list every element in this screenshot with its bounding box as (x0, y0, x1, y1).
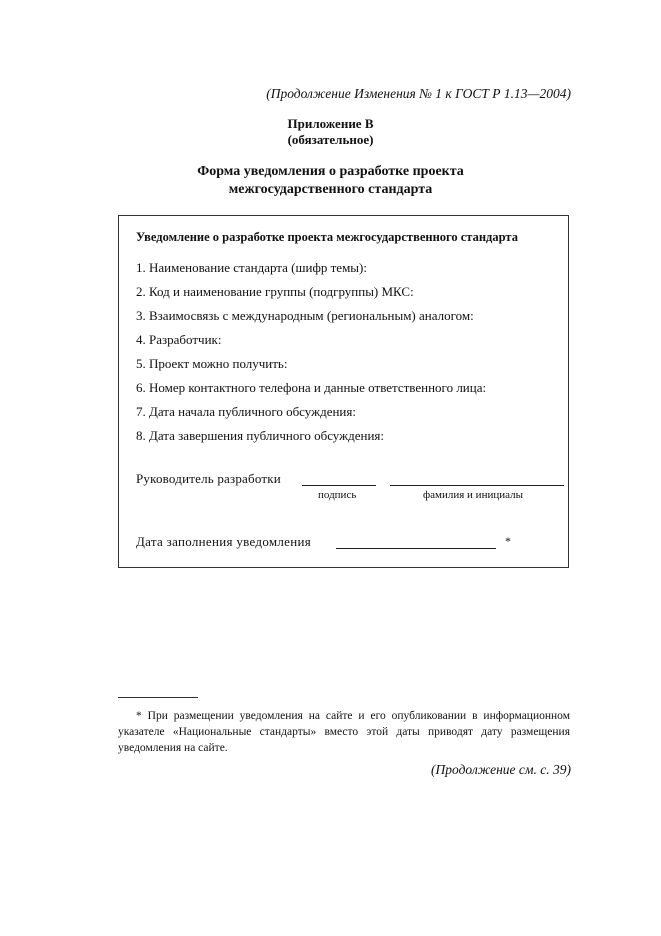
footnote-divider (118, 697, 198, 698)
continuation-footer: (Продолжение см. с. 39) (431, 762, 571, 777)
form-title-line-1: Форма уведомления о разработке проекта (197, 164, 464, 179)
name-caption: фамилия и инициалы (423, 489, 523, 501)
form-item-developer: 4. Разработчик: (136, 332, 222, 347)
form-item-international-analog: 3. Взаимосвязь с международным (региональным) аналогом: (136, 308, 474, 323)
footnote-body: * При размещении уведомления на сайте и его опубликовании в информационном указателе «Национальные стандарты» вместо этой даты приводят дату размещения уведомления на сайте. (118, 710, 570, 754)
signature-line (302, 485, 376, 486)
form-item-standard-name: 1. Наименование стандарта (шифр темы): (136, 260, 367, 275)
form-item-discussion-start: 7. Дата начала публичного обсуждения: (136, 404, 356, 419)
signature-caption: подпись (318, 489, 357, 501)
appendix-title: Приложение В (287, 116, 374, 131)
footnote-text (118, 708, 570, 756)
form-title-line-2: межгосударственного стандарта (228, 182, 433, 197)
notice-heading: Уведомление о разработке проекта межгосударственного стандарта (136, 230, 518, 244)
form-item-contact: 6. Номер контактного телефона и данные ответственного лица: (136, 380, 487, 395)
form-item-mks-code: 2. Код и наименование группы (подгруппы) МКС: (136, 284, 414, 299)
appendix-subtitle: (обязательное) (287, 132, 374, 147)
date-label: Дата заполнения уведомления (136, 534, 312, 549)
footnote-marker: * (505, 534, 511, 548)
date-line (336, 548, 496, 549)
signature-label: Руководитель разработки (136, 471, 281, 486)
name-line (390, 485, 564, 486)
form-item-discussion-end: 8. Дата завершения публичного обсуждения: (136, 428, 385, 443)
form-item-project-source: 5. Проект можно получить: (136, 356, 288, 371)
continuation-header: (Продолжение Изменения № 1 к ГОСТ Р 1.13—2004) (266, 86, 571, 101)
